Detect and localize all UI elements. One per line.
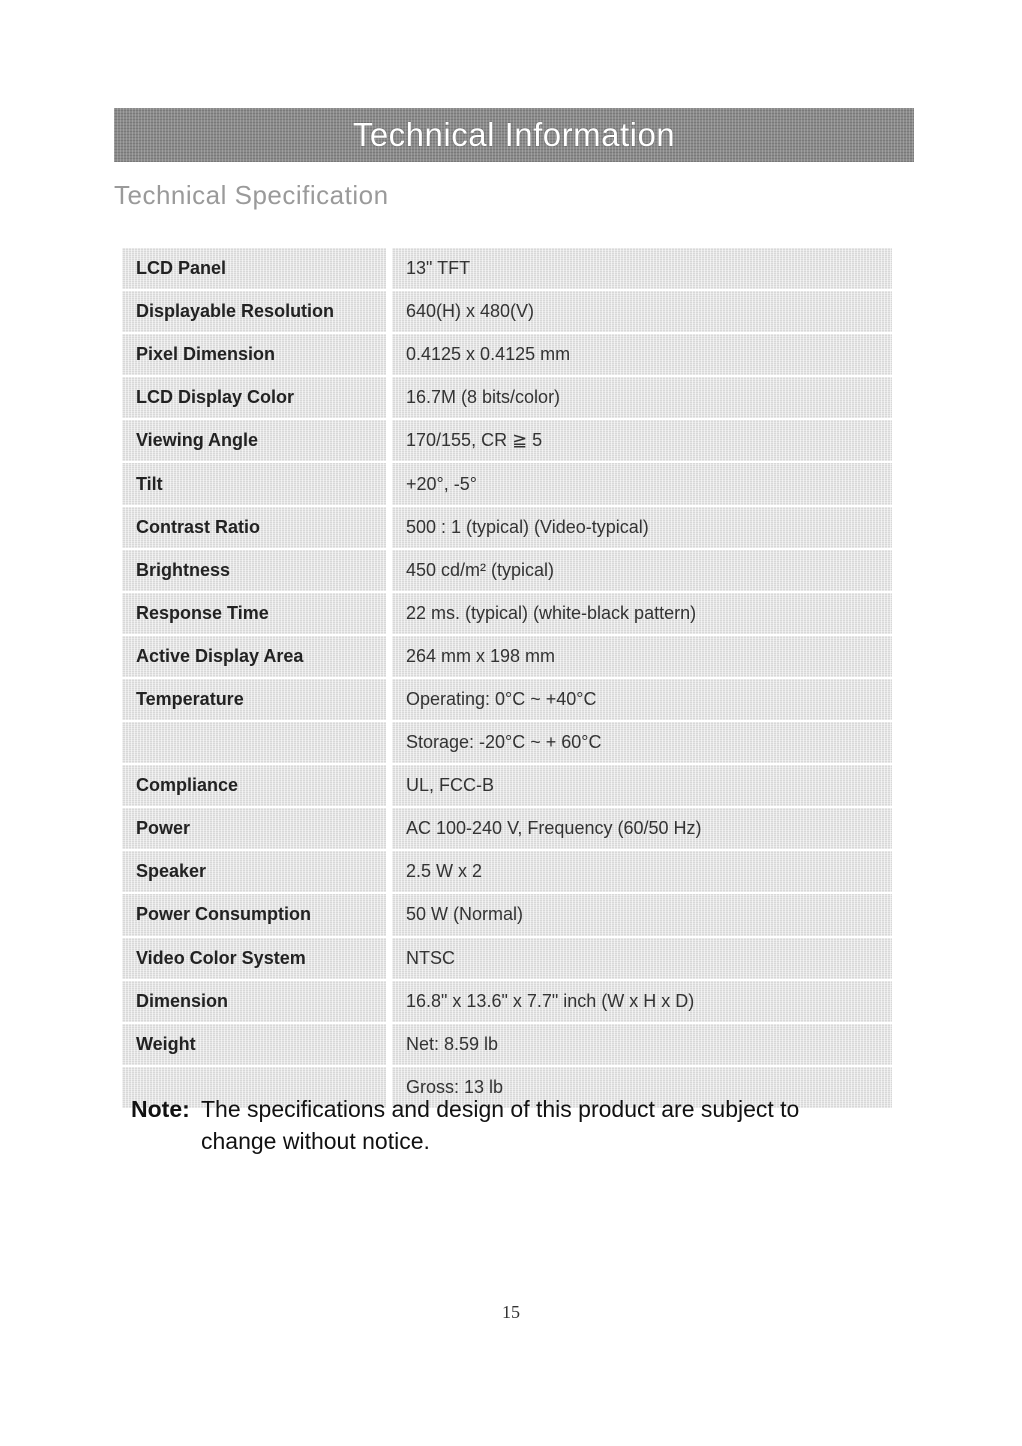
table-row (122, 290, 892, 333)
table-row (122, 248, 892, 290)
spec-label: Displayable Resolution (122, 290, 389, 333)
spec-label: Power (122, 807, 389, 850)
table-row (122, 419, 892, 462)
table-row (122, 376, 892, 419)
spec-value: +20°, -5° (389, 462, 892, 505)
spec-value: AC 100-240 V, Frequency (60/50 Hz) (389, 807, 892, 850)
spec-table (122, 248, 892, 1110)
spec-label: Tilt (122, 462, 389, 505)
table-row (122, 807, 892, 850)
section-title: Technical Specification (114, 180, 389, 210)
table-row (122, 333, 892, 376)
note (131, 1093, 891, 1157)
spec-label: Contrast Ratio (122, 506, 389, 549)
table-row (122, 506, 892, 549)
spec-value: 22 ms. (typical) (white-black pattern) (389, 592, 892, 635)
spec-value: 2.5 W x 2 (389, 850, 892, 893)
spec-value: NTSC (389, 937, 892, 980)
spec-value: 450 cd/m² (typical) (389, 549, 892, 592)
spec-label: Temperature (122, 678, 389, 721)
table-row (122, 635, 892, 678)
spec-label: Dimension (122, 980, 389, 1023)
spec-value: UL, FCC-B (389, 764, 892, 807)
spec-label: Brightness (122, 549, 389, 592)
table-row (122, 850, 892, 893)
spec-value: 170/155, CR ≧ 5 (389, 419, 892, 462)
spec-value: 0.4125 x 0.4125 mm (389, 333, 892, 376)
spec-label: Power Consumption (122, 893, 389, 936)
table-row (122, 678, 892, 721)
header-banner (114, 108, 914, 162)
spec-label: Response Time (122, 592, 389, 635)
spec-value: 640(H) x 480(V) (389, 290, 892, 333)
spec-label (122, 721, 389, 764)
table-row (122, 462, 892, 505)
table-row (122, 549, 892, 592)
note-label: Note: (131, 1096, 190, 1122)
spec-value: 264 mm x 198 mm (389, 635, 892, 678)
spec-label: Video Color System (122, 937, 389, 980)
table-row (122, 980, 892, 1023)
spec-value: 13" TFT (389, 248, 892, 290)
spec-value: Operating: 0°C ~ +40°C (389, 678, 892, 721)
spec-value: 50 W (Normal) (389, 893, 892, 936)
spec-label: LCD Display Color (122, 376, 389, 419)
table-row (122, 592, 892, 635)
spec-label: LCD Panel (122, 248, 389, 290)
spec-value: 500 : 1 (typical) (Video-typical) (389, 506, 892, 549)
spec-value: Gross: 13 lb (389, 1066, 892, 1109)
page-number: 15 (502, 1302, 520, 1322)
spec-value: 16.8" x 13.6" x 7.7" inch (W x H x D) (389, 980, 892, 1023)
spec-label: Weight (122, 1023, 389, 1066)
spec-value: 16.7M (8 bits/color) (389, 376, 892, 419)
spec-value: Storage: -20°C ~ + 60°C (389, 721, 892, 764)
spec-label: Active Display Area (122, 635, 389, 678)
table-row (122, 893, 892, 936)
table-row (122, 764, 892, 807)
page-title: Technical Information (352, 116, 676, 153)
table-row (122, 1023, 892, 1066)
spec-label: Viewing Angle (122, 419, 389, 462)
note-text: The specifications and design of this product are subject to change without notice. (201, 1096, 800, 1154)
spec-value: Net: 8.59 lb (389, 1023, 892, 1066)
spec-label: Speaker (122, 850, 389, 893)
spec-label: Pixel Dimension (122, 333, 389, 376)
table-row (122, 721, 892, 764)
spec-label: Compliance (122, 764, 389, 807)
table-row (122, 937, 892, 980)
